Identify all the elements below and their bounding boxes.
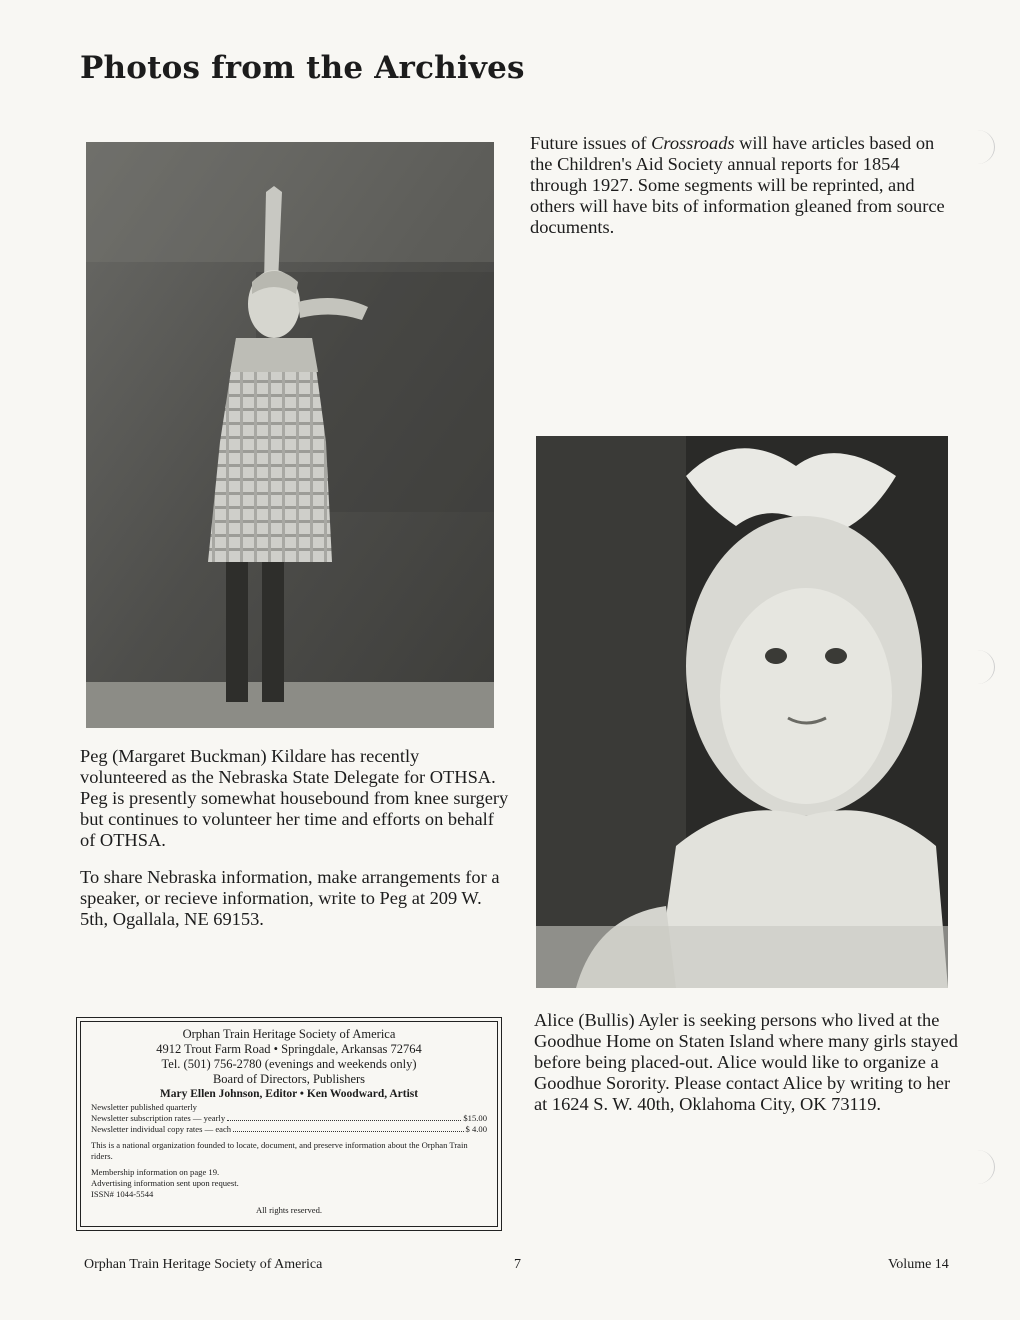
masthead-membership: Membership information on page 19. xyxy=(91,1167,220,1177)
masthead-rights: All rights reserved. xyxy=(255,1205,323,1215)
masthead-board: Board of Directors, Publishers xyxy=(212,1072,366,1086)
page-number: 7 xyxy=(514,1257,521,1272)
peg-photo xyxy=(86,142,494,728)
masthead-box xyxy=(76,1017,502,1231)
footer-org: Orphan Train Heritage Society of America xyxy=(84,1257,323,1272)
masthead-editors: Mary Ellen Johnson, Editor • Ken Woodward, Artist xyxy=(159,1088,419,1100)
peg-contact-paragraph: To share Nebraska information, make arrangements for a speaker, or recieve information, write to Peg at 209 W. 5th, Ogallala, NE 69153. xyxy=(80,867,500,929)
alice-photo xyxy=(536,436,948,988)
volume-label: Volume 14 xyxy=(888,1257,949,1272)
masthead-published: Newsletter published quarterly xyxy=(91,1102,197,1112)
masthead-issn: ISSN# 1044-5544 xyxy=(91,1189,154,1199)
binder-hole-mark xyxy=(960,1150,995,1184)
binder-hole-mark xyxy=(960,650,995,684)
masthead-advertising: Advertising information sent upon request. xyxy=(91,1178,239,1188)
rate-yearly: Newsletter subscription rates — yearly $15.00 xyxy=(91,1113,487,1123)
crossroads-title: Crossroads xyxy=(651,133,735,153)
rate-copy: Newsletter individual copy rates — each $ 4.00 xyxy=(91,1124,487,1134)
peg-paragraph: Peg (Margaret Buckman) Kildare has recently volunteered as the Nebraska State Delegate for OTHSA. Peg is presently somewhat housebound from knee surgery but continues to volunteer her time and efforts on behalf of OTHSA. xyxy=(80,746,509,850)
masthead-mission: This is a national organization founded to locate, document, and preserve information about the Orphan Train riders. xyxy=(91,1140,468,1161)
alice-paragraph: Alice (Bullis) Ayler is seeking persons who lived at the Goodhue Home on Staten Island where many girls stayed before being placed-out. Alice would like to organize a Goodhue Sorority. Please contact Alice by writing to her at 1624 S. W. 40th, Oklahoma City, OK 73119. xyxy=(534,1010,958,1114)
future-issues-paragraph: Future issues of Crossroads will have articles based on the Children's Aid Society annual reports for 1854 through 1927. Some segments will be reprinted, and others will have bits of information gleaned from source documents. xyxy=(530,133,945,237)
masthead-tel: Tel. (501) 756-2780 (evenings and weekends only) xyxy=(161,1057,417,1071)
masthead-org: Orphan Train Heritage Society of America xyxy=(182,1027,396,1041)
binder-hole-mark xyxy=(960,130,995,164)
masthead-address: 4912 Trout Farm Road • Springdale, Arkansas 72764 xyxy=(156,1042,422,1056)
page-title: Photos from the Archives xyxy=(80,50,525,86)
